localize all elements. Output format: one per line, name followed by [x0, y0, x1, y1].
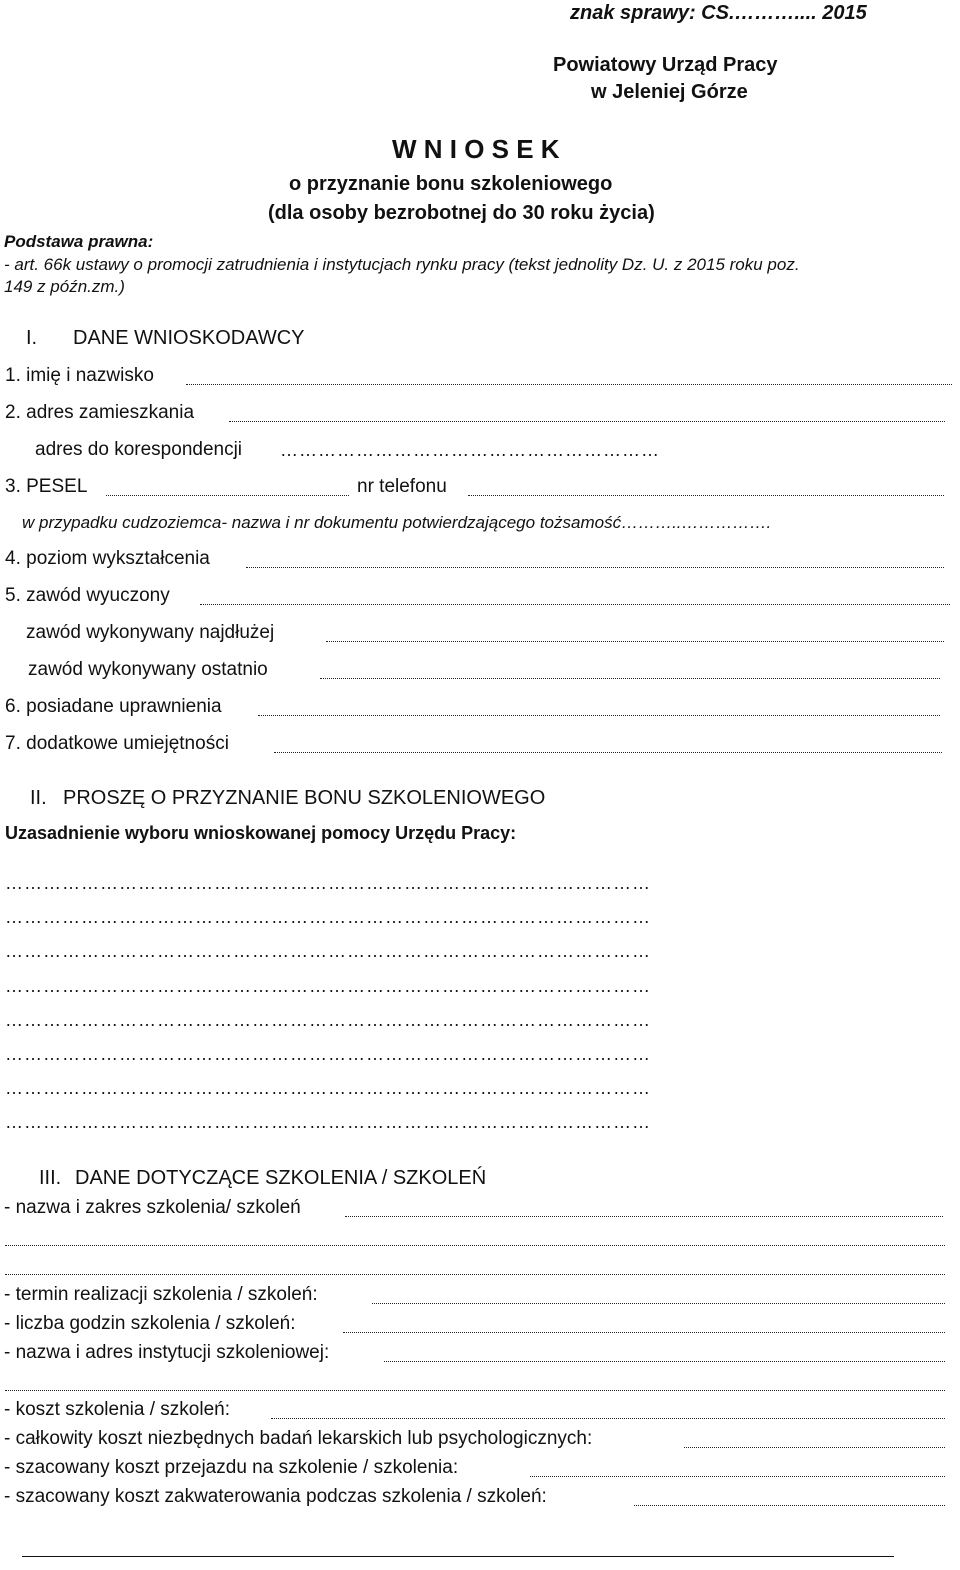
name-field-label: 1. imię i nazwisko	[5, 365, 154, 386]
additional-skills-line[interactable]	[274, 752, 942, 753]
office-city: w Jeleniej Górze	[591, 81, 748, 103]
training-institution-line-2[interactable]	[5, 1390, 945, 1391]
phone-field-label: nr telefonu	[357, 476, 447, 497]
additional-skills-label: 7. dodatkowe umiejętności	[5, 733, 229, 754]
education-field-line[interactable]	[246, 567, 944, 568]
section2-heading: PROSZĘ O PRZYZNANIE BONU SZKOLENIOWEGO	[63, 787, 546, 809]
training-name-label: - nazwa i zakres szkolenia/ szkoleń	[4, 1197, 301, 1218]
footnote-separator	[22, 1556, 894, 1557]
justification-line[interactable]: …………………………………………………………………………………………	[5, 941, 651, 961]
section1-number: I.	[26, 327, 38, 349]
phone-field-line[interactable]	[468, 495, 944, 496]
qualifications-line[interactable]	[258, 715, 940, 716]
section3-number: III.	[39, 1167, 62, 1189]
legal-basis-text-cont: 149 z późn.zm.)	[4, 277, 125, 296]
justification-line[interactable]: …………………………………………………………………………………………	[5, 1112, 651, 1132]
justification-line[interactable]: …………………………………………………………………………………………	[5, 1044, 651, 1064]
accommodation-cost-line[interactable]	[634, 1505, 945, 1506]
training-hours-label: - liczba godzin szkolenia / szkoleń:	[4, 1313, 296, 1334]
travel-cost-line[interactable]	[530, 1476, 945, 1477]
training-institution-label: - nazwa i adres instytucji szkoleniowej:	[4, 1342, 330, 1363]
correspondence-address-label: adres do korespondencji	[35, 439, 243, 460]
foreigner-document-field[interactable]: w przypadku cudzoziemca- nazwa i nr dokumentu potwierdzającego tożsamość………..…………….	[22, 513, 772, 532]
last-profession-line[interactable]	[320, 678, 940, 679]
training-name-line[interactable]	[345, 1216, 943, 1217]
training-hours-line[interactable]	[343, 1332, 945, 1333]
training-name-line-2[interactable]	[5, 1245, 945, 1246]
learned-profession-label: 5. zawód wyuczony	[5, 585, 170, 606]
justification-line[interactable]: …………………………………………………………………………………………	[5, 976, 651, 996]
education-field-label: 4. poziom wykształcenia	[5, 548, 210, 569]
justification-label: Uzasadnienie wyboru wnioskowanej pomocy Urzędu Pracy:	[5, 823, 517, 843]
legal-basis-text: - art. 66k ustawy o promocji zatrudnienia i instytucjach rynku pracy (tekst jednolity Dz. U. z 2015 roku poz.	[4, 255, 800, 274]
case-reference: znak sprawy: CS.……….... 2015	[570, 2, 867, 24]
learned-profession-line[interactable]	[200, 604, 950, 605]
justification-line[interactable]: …………………………………………………………………………………………	[5, 1010, 651, 1030]
longest-profession-line[interactable]	[326, 641, 944, 642]
office-name: Powiatowy Urząd Pracy	[553, 54, 778, 76]
accommodation-cost-label: - szacowany koszt zakwaterowania podczas szkolenia / szkoleń:	[4, 1486, 547, 1507]
training-date-label: - termin realizacji szkolenia / szkoleń:	[4, 1284, 318, 1305]
medical-exam-cost-label: - całkowity koszt niezbędnych badań lekarskich lub psychologicznych:	[4, 1428, 593, 1449]
training-institution-line[interactable]	[384, 1361, 945, 1362]
address-field-label: 2. adres zamieszkania	[5, 402, 195, 423]
correspondence-address-line[interactable]: ……………………………………………………	[280, 440, 660, 460]
training-cost-label: - koszt szkolenia / szkoleń:	[4, 1399, 230, 1420]
qualifications-label: 6. posiadane uprawnienia	[5, 696, 222, 717]
document-subtitle: o przyznanie bonu szkoleniowego	[289, 173, 613, 195]
name-field-line[interactable]	[186, 384, 952, 385]
legal-basis-label: Podstawa prawna:	[4, 232, 154, 251]
longest-profession-label: zawód wykonywany najdłużej	[26, 622, 275, 643]
pesel-field-line[interactable]	[106, 495, 349, 496]
travel-cost-label: - szacowany koszt przejazdu na szkolenie / szkolenia:	[4, 1457, 459, 1478]
address-field-line[interactable]	[229, 421, 945, 422]
medical-exam-cost-line[interactable]	[684, 1447, 945, 1448]
pesel-field-label: 3. PESEL	[5, 476, 88, 497]
training-cost-line[interactable]	[271, 1418, 945, 1419]
section2-number: II.	[30, 787, 47, 809]
training-date-line[interactable]	[372, 1303, 945, 1304]
section3-heading: DANE DOTYCZĄCE SZKOLENIA / SZKOLEŃ	[75, 1167, 487, 1189]
justification-line[interactable]: …………………………………………………………………………………………	[5, 907, 651, 927]
document-title: W N I O S E K	[392, 134, 560, 164]
training-name-line-3[interactable]	[5, 1274, 945, 1275]
section1-heading: DANE WNIOSKODAWCY	[73, 327, 305, 349]
last-profession-label: zawód wykonywany ostatnio	[28, 659, 268, 680]
document-subtitle-scope: (dla osoby bezrobotnej do 30 roku życia)	[268, 202, 655, 224]
justification-line[interactable]: …………………………………………………………………………………………	[5, 873, 651, 893]
justification-line[interactable]: …………………………………………………………………………………………	[5, 1078, 651, 1098]
